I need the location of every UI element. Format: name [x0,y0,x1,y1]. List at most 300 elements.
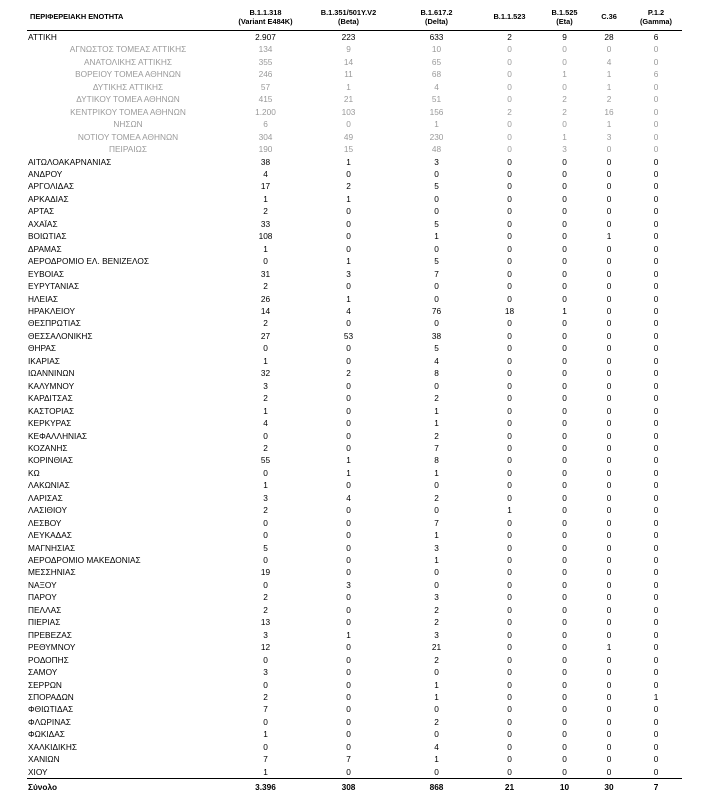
count-cell: 0 [346,716,351,727]
count-cell: 0 [562,654,567,665]
count-cell: 3 [263,629,268,640]
region-name-cell: ΚΑΣΤΟΡΙΑΣ [28,405,75,416]
region-name-cell: ΕΥΒΟΙΑΣ [28,268,65,279]
region-name-cell: ΧΙΟΥ [28,766,48,777]
count-cell: 1 [434,692,439,703]
count-cell: 0 [606,405,612,416]
count-cell: 0 [562,729,567,740]
variant-column-header [395,3,478,31]
count-cell: 0 [562,642,567,653]
count-cell: 0 [562,492,567,503]
count-cell: 0 [606,218,612,229]
table-subrow [27,106,682,118]
region-name-cell: ΔΡΑΜΑΣ [28,243,62,254]
count-cell: 53 [343,330,354,341]
count-cell: 1 [346,156,351,167]
count-cell: 0 [346,766,351,777]
count-cell: 0 [606,766,612,777]
count-cell: 0 [653,206,659,217]
count-cell: 0 [507,766,512,777]
count-cell: 0 [507,293,512,304]
count-cell: 0 [606,567,612,578]
count-cell: 0 [653,617,659,628]
count-cell: 0 [507,467,512,478]
count-cell: 0 [562,555,567,566]
count-cell: 1 [562,69,567,80]
count-cell: 0 [507,368,512,379]
table-row [27,168,682,180]
count-cell: 0 [562,268,567,279]
count-cell: 0 [606,492,612,503]
count-cell: 0 [562,368,567,379]
count-cell: 0 [606,330,612,341]
table-subrow [27,93,682,105]
count-cell: 230 [429,131,444,142]
count-cell: 0 [263,517,268,528]
count-cell: 0 [562,243,567,254]
region-name-cell: ΜΕΣΣΗΝΙΑΣ [28,567,76,578]
count-cell: 0 [606,604,612,615]
count-cell: 0 [606,542,612,553]
table-row [27,517,682,529]
region-name-cell: ΑΕΡΟΔΡΟΜΙΟ ΜΑΚΕΔΟΝΙΑΣ [28,555,141,566]
count-cell: 0 [606,716,612,727]
count-cell: 0 [606,455,612,466]
count-cell: 21 [343,94,354,105]
count-cell: 0 [507,56,512,67]
count-cell: 0 [606,168,612,179]
count-cell: 0 [263,530,268,541]
table-row [27,430,682,442]
count-cell: 33 [260,218,271,229]
count-cell: 1 [263,405,268,416]
table-row [27,467,682,479]
count-cell: 0 [346,604,351,615]
count-cell: 0 [434,193,439,204]
count-cell: 0 [653,517,659,528]
count-cell: 0 [346,517,351,528]
count-cell: 0 [653,530,659,541]
count-cell: 0 [507,741,512,752]
variants-table [27,3,682,795]
count-cell: 0 [507,517,512,528]
count-cell: 2 [507,106,512,117]
region-name-cell: ΑΙΤΩΛΟΑΚΑΡΝΑΝΙΑΣ [28,156,112,167]
count-cell: 19 [260,567,271,578]
count-cell: 0 [562,467,567,478]
table-row [27,766,682,779]
count-cell: 0 [507,218,512,229]
count-cell: 4 [346,305,351,316]
count-cell: 65 [431,56,442,67]
count-cell: 0 [507,716,512,727]
variant-name: (Delta) [425,16,448,26]
count-cell: 0 [263,555,268,566]
count-cell: 0 [606,318,612,329]
count-cell: 0 [606,243,612,254]
count-cell: 0 [562,629,567,640]
count-cell: 2 [562,106,567,117]
table-row [27,193,682,205]
region-name-cell: ΑΓΝΩΣΤΟΣ ΤΟΜΕΑΣ ΑΤΤΙΚΗΣ [69,44,187,55]
count-cell: 0 [606,754,612,765]
count-cell: 4 [346,492,351,503]
count-cell: 2 [263,281,268,292]
total-cell: 3.396 [229,779,302,796]
count-cell: 0 [507,555,512,566]
count-cell: 7 [263,754,268,765]
count-cell: 0 [263,716,268,727]
count-cell: 1 [606,81,612,92]
count-cell: 10 [431,44,442,55]
count-cell: 0 [263,467,268,478]
count-cell: 0 [562,480,567,491]
count-cell: 3 [606,131,612,142]
region-name-cell: ΑΡΤΑΣ [28,206,55,217]
count-cell: 0 [562,343,567,354]
region-name-cell: ΛΕΣΒΟΥ [28,517,62,528]
count-cell: 0 [346,418,351,429]
count-cell: 0 [507,243,512,254]
count-cell: 0 [606,729,612,740]
region-name-cell: ΑΡΚΑΔΙΑΣ [28,193,69,204]
count-cell: 0 [653,418,659,429]
count-cell: 0 [507,430,512,441]
count-cell: 0 [562,231,567,242]
region-name-cell: ΠΙΕΡΙΑΣ [28,617,61,628]
table-subrow [27,56,682,68]
count-cell: 0 [507,480,512,491]
count-cell: 0 [562,505,567,516]
variant-name: (Variant E484K) [238,16,293,26]
count-cell: 2 [434,604,439,615]
count-cell: 0 [653,729,659,740]
count-cell: 0 [562,716,567,727]
count-cell: 7 [346,754,351,765]
count-cell: 190 [258,144,273,155]
count-cell: 1 [263,729,268,740]
count-cell: 1 [434,530,439,541]
table-body [27,31,682,779]
count-cell: 1 [346,193,351,204]
count-cell: 0 [653,542,659,553]
variant-column-header [588,3,630,31]
count-cell: 0 [653,716,659,727]
count-cell: 0 [263,579,268,590]
count-cell: 0 [507,679,512,690]
region-name-cell: ΠΕΛΛΑΣ [28,604,62,615]
count-cell: 0 [606,517,612,528]
count-cell: 0 [346,729,351,740]
count-cell: 1 [346,293,351,304]
count-cell: 0 [263,343,268,354]
region-name-cell: ΦΘΙΩΤΙΔΑΣ [28,704,74,715]
count-cell: 1 [434,405,439,416]
count-cell: 1 [434,754,439,765]
count-cell: 0 [653,181,659,192]
table-row [27,753,682,765]
count-cell: 0 [434,168,439,179]
table-row [27,666,682,678]
region-name-cell: ΛΑΚΩΝΙΑΣ [28,480,70,491]
count-cell: 2 [434,393,439,404]
variant-code: B.1.351/501Y.V2 [320,7,377,17]
count-cell: 0 [606,380,612,391]
count-cell: 2 [434,716,439,727]
count-cell: 4 [434,355,439,366]
count-cell: 8 [434,455,439,466]
count-cell: 1 [346,256,351,267]
count-cell: 0 [653,330,659,341]
region-name-cell: ΝΑΞΟΥ [28,579,57,590]
count-cell: 2 [346,368,351,379]
count-cell: 1 [434,467,439,478]
count-cell: 6 [263,119,268,130]
count-cell: 7 [434,268,439,279]
region-name-cell: ΕΥΡΥΤΑΝΙΑΣ [28,281,80,292]
variant-name: (Gamma) [639,16,673,26]
count-cell: 38 [431,330,442,341]
count-cell: 0 [346,667,351,678]
count-cell: 355 [258,56,273,67]
count-cell: 0 [507,156,512,167]
count-cell: 0 [606,343,612,354]
count-cell: 0 [346,567,351,578]
count-cell: 1 [507,505,512,516]
count-cell: 38 [260,156,271,167]
table-row [27,542,682,554]
count-cell: 0 [507,144,512,155]
count-cell: 0 [562,281,567,292]
count-cell: 0 [346,343,351,354]
table-row [27,728,682,740]
count-cell: 0 [606,430,612,441]
region-name-cell: ΘΕΣΣΑΛΟΝΙΚΗΣ [28,330,93,341]
count-cell: 0 [507,754,512,765]
count-cell: 76 [431,305,442,316]
region-name-cell: ΠΡΕΒΕΖΑΣ [28,629,72,640]
table-row [27,280,682,292]
table-row [27,243,682,255]
count-cell: 0 [507,654,512,665]
count-cell: 2 [263,393,268,404]
count-cell: 0 [653,343,659,354]
region-name-cell: ΔΥΤΙΚΟΥ ΤΟΜΕΑ ΑΘΗΝΩΝ [76,94,180,105]
count-cell: 0 [653,318,659,329]
region-name-cell: ΚΟΡΙΝΘΙΑΣ [28,455,73,466]
count-cell: 0 [346,380,351,391]
count-cell: 1 [606,231,612,242]
count-cell: 0 [606,44,612,55]
count-cell: 0 [434,667,439,678]
count-cell: 0 [606,741,612,752]
count-cell: 0 [507,256,512,267]
count-cell: 0 [346,555,351,566]
variant-column-header [478,3,541,31]
table-row [27,342,682,354]
count-cell: 0 [562,256,567,267]
count-cell: 2 [434,654,439,665]
variant-column-header [630,3,682,31]
count-cell: 0 [653,144,659,155]
count-cell: 0 [507,69,512,80]
count-cell: 0 [434,480,439,491]
table-row [27,691,682,703]
count-cell: 0 [434,567,439,578]
count-cell: 0 [653,156,659,167]
count-cell: 0 [346,442,351,453]
region-name-cell: ΑΕΡΟΔΡΟΜΙΟ ΕΛ. ΒΕΝΙΖΕΛΟΣ [28,256,149,267]
variant-name: (Beta) [338,16,359,26]
count-cell: 0 [606,617,612,628]
count-cell: 6 [653,69,659,80]
region-name-cell: ΑΡΓΟΛΙΔΑΣ [28,181,74,192]
total-cell: 10 [541,779,588,796]
count-cell: 0 [562,119,567,130]
count-cell: 0 [346,168,351,179]
count-cell: 7 [263,704,268,715]
count-cell: 1 [263,480,268,491]
region-name-cell: ΦΩΚΙΔΑΣ [28,729,65,740]
table-row [27,268,682,280]
count-cell: 1 [434,119,439,130]
region-name-cell: ΑΧΑΪΑΣ [28,218,58,229]
table-row [27,492,682,504]
count-cell: 0 [507,667,512,678]
count-cell: 0 [507,193,512,204]
count-cell: 0 [507,629,512,640]
count-cell: 0 [653,305,659,316]
count-cell: 0 [606,629,612,640]
count-cell: 49 [343,131,354,142]
count-cell: 0 [507,343,512,354]
table-row [27,367,682,379]
count-cell: 1 [263,355,268,366]
count-cell: 0 [507,44,512,55]
count-cell: 14 [343,56,354,67]
count-cell: 0 [507,692,512,703]
count-cell: 0 [653,56,659,67]
variant-code: B.1.617.2 [420,7,453,17]
count-cell: 5 [434,218,439,229]
count-cell: 0 [434,318,439,329]
count-cell: 0 [346,243,351,254]
table-row [27,230,682,242]
variant-column-header [229,3,302,31]
count-cell: 0 [562,193,567,204]
count-cell: 3 [346,579,351,590]
table-row [27,616,682,628]
count-cell: 2 [434,430,439,441]
count-cell: 0 [507,604,512,615]
table-row [27,654,682,666]
count-cell: 0 [562,754,567,765]
count-cell: 0 [562,567,567,578]
count-cell: 0 [562,181,567,192]
count-cell: 51 [431,94,442,105]
count-cell: 3 [346,268,351,279]
count-cell: 1 [434,418,439,429]
count-cell: 0 [653,642,659,653]
count-cell: 0 [507,94,512,105]
count-cell: 14 [260,305,271,316]
count-cell: 2 [434,492,439,503]
count-cell: 0 [562,530,567,541]
count-cell: 2 [263,692,268,703]
count-cell: 0 [507,579,512,590]
count-cell: 17 [260,181,271,192]
region-name-cell: ΧΑΝΙΩΝ [28,754,60,765]
count-cell: 0 [263,741,268,752]
count-cell: 0 [507,330,512,341]
count-cell: 0 [263,256,268,267]
count-cell: 1 [434,679,439,690]
region-name-cell: ΣΕΡΡΩΝ [28,679,62,690]
region-name-cell: ΛΕΥΚΑΔΑΣ [28,530,72,541]
table-row [27,218,682,230]
table-row [27,255,682,267]
region-name-cell: ΚΕΝΤΡΙΚΟΥ ΤΟΜΕΑ ΑΘΗΝΩΝ [70,106,186,117]
count-cell: 0 [562,330,567,341]
count-cell: 1 [606,119,612,130]
count-cell: 304 [258,131,273,142]
count-cell: 0 [434,505,439,516]
count-cell: 0 [507,492,512,503]
count-cell: 0 [653,679,659,690]
variant-column-header [302,3,395,31]
count-cell: 1 [346,81,351,92]
region-column-header: ΠΕΡΙΦΕΡΕΙΑΚΗ ΕΝΟΤΗΤΑ [27,3,229,31]
region-name-cell: ΜΑΓΝΗΣΙΑΣ [28,542,76,553]
count-cell: 0 [606,654,612,665]
region-name-cell: ΒΟΡΕΙΟΥ ΤΟΜΕΑ ΑΘΗΝΩΝ [75,69,181,80]
count-cell: 0 [653,193,659,204]
count-cell: 0 [346,654,351,665]
variant-column-header [541,3,588,31]
table-row [27,317,682,329]
count-cell: 0 [562,766,567,777]
count-cell: 0 [507,281,512,292]
region-name-cell: ΑΝΑΤΟΛΙΚΗΣ ΑΤΤΙΚΗΣ [83,56,173,67]
count-cell: 4 [263,168,268,179]
count-cell: 0 [507,704,512,715]
count-cell: 0 [653,467,659,478]
count-cell: 0 [562,418,567,429]
count-cell: 1 [606,69,612,80]
region-name-cell: ΚΕΦΑΛΛΗΝΙΑΣ [28,430,88,441]
count-cell: 0 [346,505,351,516]
variant-code: P.1.2 [647,7,665,17]
count-cell: 0 [346,704,351,715]
count-cell: 1 [346,455,351,466]
count-cell: 0 [653,741,659,752]
region-name-cell: ΧΑΛΚΙΔΙΚΗΣ [28,741,77,752]
table-row [27,703,682,715]
count-cell: 0 [653,704,659,715]
count-cell: 0 [562,405,567,416]
count-cell: 0 [562,168,567,179]
count-cell: 1 [346,629,351,640]
variant-code: B.1.525 [551,7,578,17]
table-row [27,529,682,541]
variant-name: (Eta) [556,16,573,26]
count-cell: 0 [606,667,612,678]
count-cell: 0 [507,393,512,404]
count-cell: 0 [263,679,268,690]
region-name-cell: ΣΑΜΟΥ [28,667,58,678]
count-cell: 0 [346,318,351,329]
table-subrow [27,131,682,143]
